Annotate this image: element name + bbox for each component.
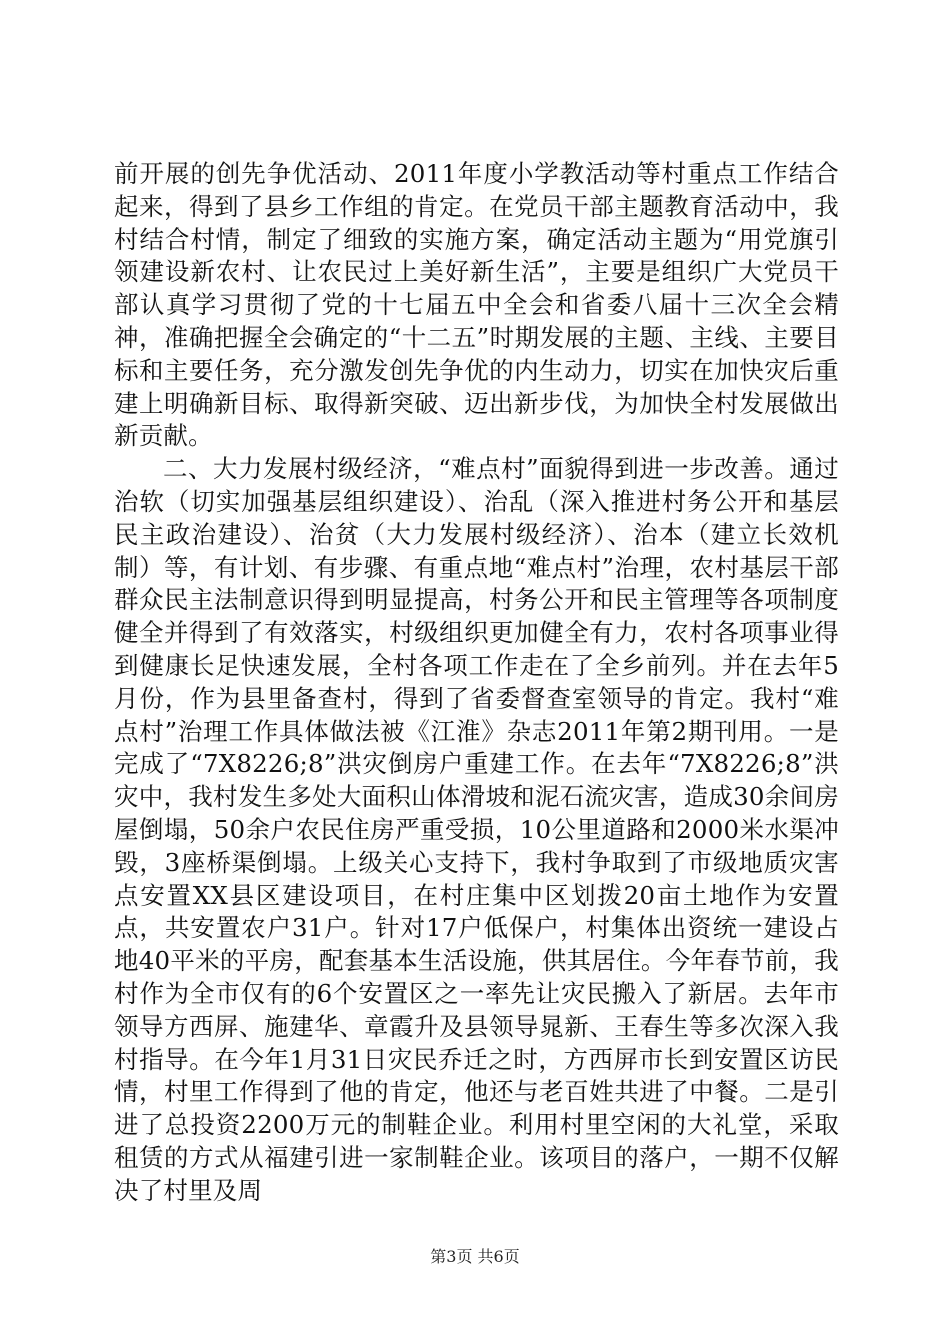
page-footer: 第3页 共6页 — [430, 1247, 520, 1266]
paragraph-1: 前开展的创先争优活动、2011年度小学教活动等村重点工作结合起来，得到了县乡工作组的肯定。在党员干部主题教育活动中，我村结合村情，制定了细致的实施方案，确定活动主题为“用党旗引领建设新农村、让农民过上美好新生活”，主要是组织广大党员干部认真学习贯彻了党的十七届五中全会和省委八届十三次全会精神，准确把握全会确定的“十二五”时期发展的主题、主线、主要目标和主要任务，充分激发创先争优的内生动力，切实在加快灾后重建上明确新目标、取得新突破、迈出新步伐，为加快全村发展做出新贡献。 — [114, 159, 839, 451]
paragraph-2: 二、大力发展村级经济，“难点村”面貌得到进一步改善。通过治软（切实加强基层组织建设）、治乱（深入推进村务公开和基层民主政治建设）、治贫（大力发展村级经济）、治本（建立长效机制）等，有计划、有步骤、有重点地“难点村”治理，农村基层干部群众民主法制意识得到明显提高，村务公开和民主管理等各项制度健全并得到了有效落实，村级组织更加健全有力，农村各项事业得到健康长足快速发展，全村各项工作走在了全乡前列。并在去年5月份，作为县里备查村，得到了省委督查室领导的肯定。我村“难点村”治理工作具体做法被《江淮》杂志2011年第2期刊用。一是完成了“7X8226;8”洪灾倒房户重建工作。在去年“7X8226;8”洪灾中，我村发生多处大面积山体滑坡和泥石流灾害，造成30余间房屋倒塌，50余户农民住房严重受损，10公里道路和2000米水渠冲毁，3座桥渠倒塌。上级关心支持下，我村争取到了市级地质灾害点安置XX县区建设项目，在村庄集中区划拨20亩土地作为安置点，共安置农户31户。针对17户低保户，村集体出资统一建设占地40平米的平房，配套基本生活设施，供其居住。今年春节前，我村作为全市仅有的6个安置区之一率先让灾民搬入了新居。去年市领导方西屏、施建华、章霞升及县领导晁新、王春生等多次深入我村指导。在今年1月31日灾民乔迁之时，方西屏市长到安置区访民情，村里工作得到了他的肯定，他还与老百姓共进了中餐。二是引进了总投资2200万元的制鞋企业。利用村里空闲的大礼堂，采取租赁的方式从福建引进一家制鞋企业。该项目的落户，一期不仅解决了村里及周 — [114, 454, 839, 1205]
document-body — [114, 158, 839, 1208]
